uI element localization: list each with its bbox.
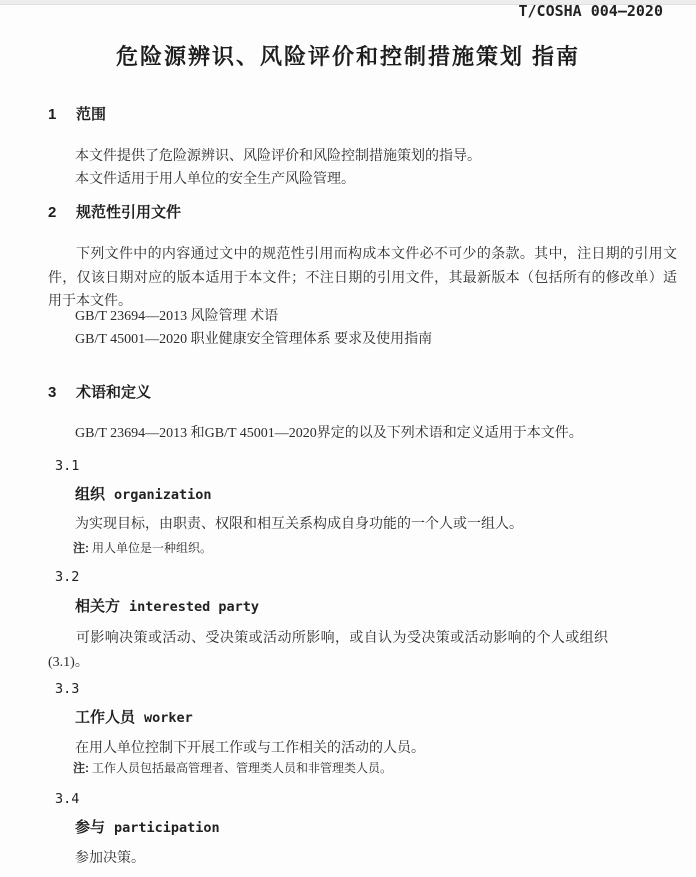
terms-intro-paragraph: GB/T 23694—2013 和GB/T 45001—2020界定的以及下列术语和定义适用于本文件。 [75, 426, 583, 441]
term-note [73, 540, 212, 556]
section-2-label: 规范性引用文件 [76, 204, 182, 221]
term-en: organization [114, 487, 212, 503]
clause-number-3-1: 3.1 [55, 458, 80, 474]
clause-number-3-2: 3.2 [55, 569, 80, 585]
section-2-heading [48, 203, 181, 223]
term-en: worker [144, 710, 193, 726]
section-1-heading [48, 105, 106, 125]
term-en: interested party [129, 599, 260, 615]
term-zh: 参与 [75, 819, 106, 836]
note-label: 注: [73, 761, 89, 775]
reference-item: GB/T 23694—2013 风险管理 术语 [75, 309, 279, 324]
term-heading-3-4 [75, 816, 220, 837]
term-note [73, 760, 392, 776]
term-definition: 为实现目标，由职责、权限和相互关系构成自身功能的一个人或一组人。 [75, 517, 523, 532]
note-label: 注: [73, 541, 89, 555]
term-heading-3-1 [75, 483, 212, 504]
section-3-heading [48, 383, 151, 403]
term-zh: 工作人员 [75, 709, 136, 726]
section-1-number: 1 [48, 106, 57, 123]
term-definition: 在用人单位控制下开展工作或与工作相关的活动的人员。 [75, 741, 425, 756]
clause-number-3-4: 3.4 [55, 791, 80, 807]
section-3-label: 术语和定义 [76, 384, 152, 401]
note-text: 工作人员包括最高管理者、管理类人员和非管理类人员。 [92, 761, 393, 775]
term-en: participation [114, 820, 220, 836]
term-heading-3-2 [75, 595, 259, 616]
doc-code: T/COSHA 004—2020 [518, 2, 663, 20]
reference-item: GB/T 45001—2020 职业健康安全管理体系 要求及使用指南 [75, 332, 433, 347]
section-1-label: 范围 [76, 106, 107, 123]
section-3-number: 3 [48, 384, 57, 401]
scope-paragraph-2: 本文件适用于用人单位的安全生产风险管理。 [75, 172, 355, 187]
document-title: 危险源辨识、风险评价和控制措施策划 指南 [115, 44, 581, 69]
term-heading-3-3 [75, 706, 193, 727]
term-zh: 相关方 [75, 598, 121, 615]
section-2-number: 2 [48, 204, 57, 221]
term-definition: 可影响决策或活动、受决策或活动所影响，或自认为受决策或活动影响的个人或组织(3.1)。 [48, 631, 608, 670]
normative-refs-paragraph: 下列文件中的内容通过文中的规范性引用而构成本文件必不可少的条款。其中，注日期的引用文件，仅该日期对应的版本适用于本文件；不注日期的引用文件，其最新版本（包括所有的修改单）适用于本文件。 [48, 247, 677, 309]
term-zh: 组织 [75, 486, 106, 503]
clause-number-3-3: 3.3 [55, 681, 80, 697]
term-definition: 参加决策。 [75, 851, 145, 866]
note-text: 用人单位是一种组织。 [92, 541, 213, 555]
scope-paragraph-1: 本文件提供了危险源辨识、风险评价和风险控制措施策划的指导。 [75, 149, 481, 164]
